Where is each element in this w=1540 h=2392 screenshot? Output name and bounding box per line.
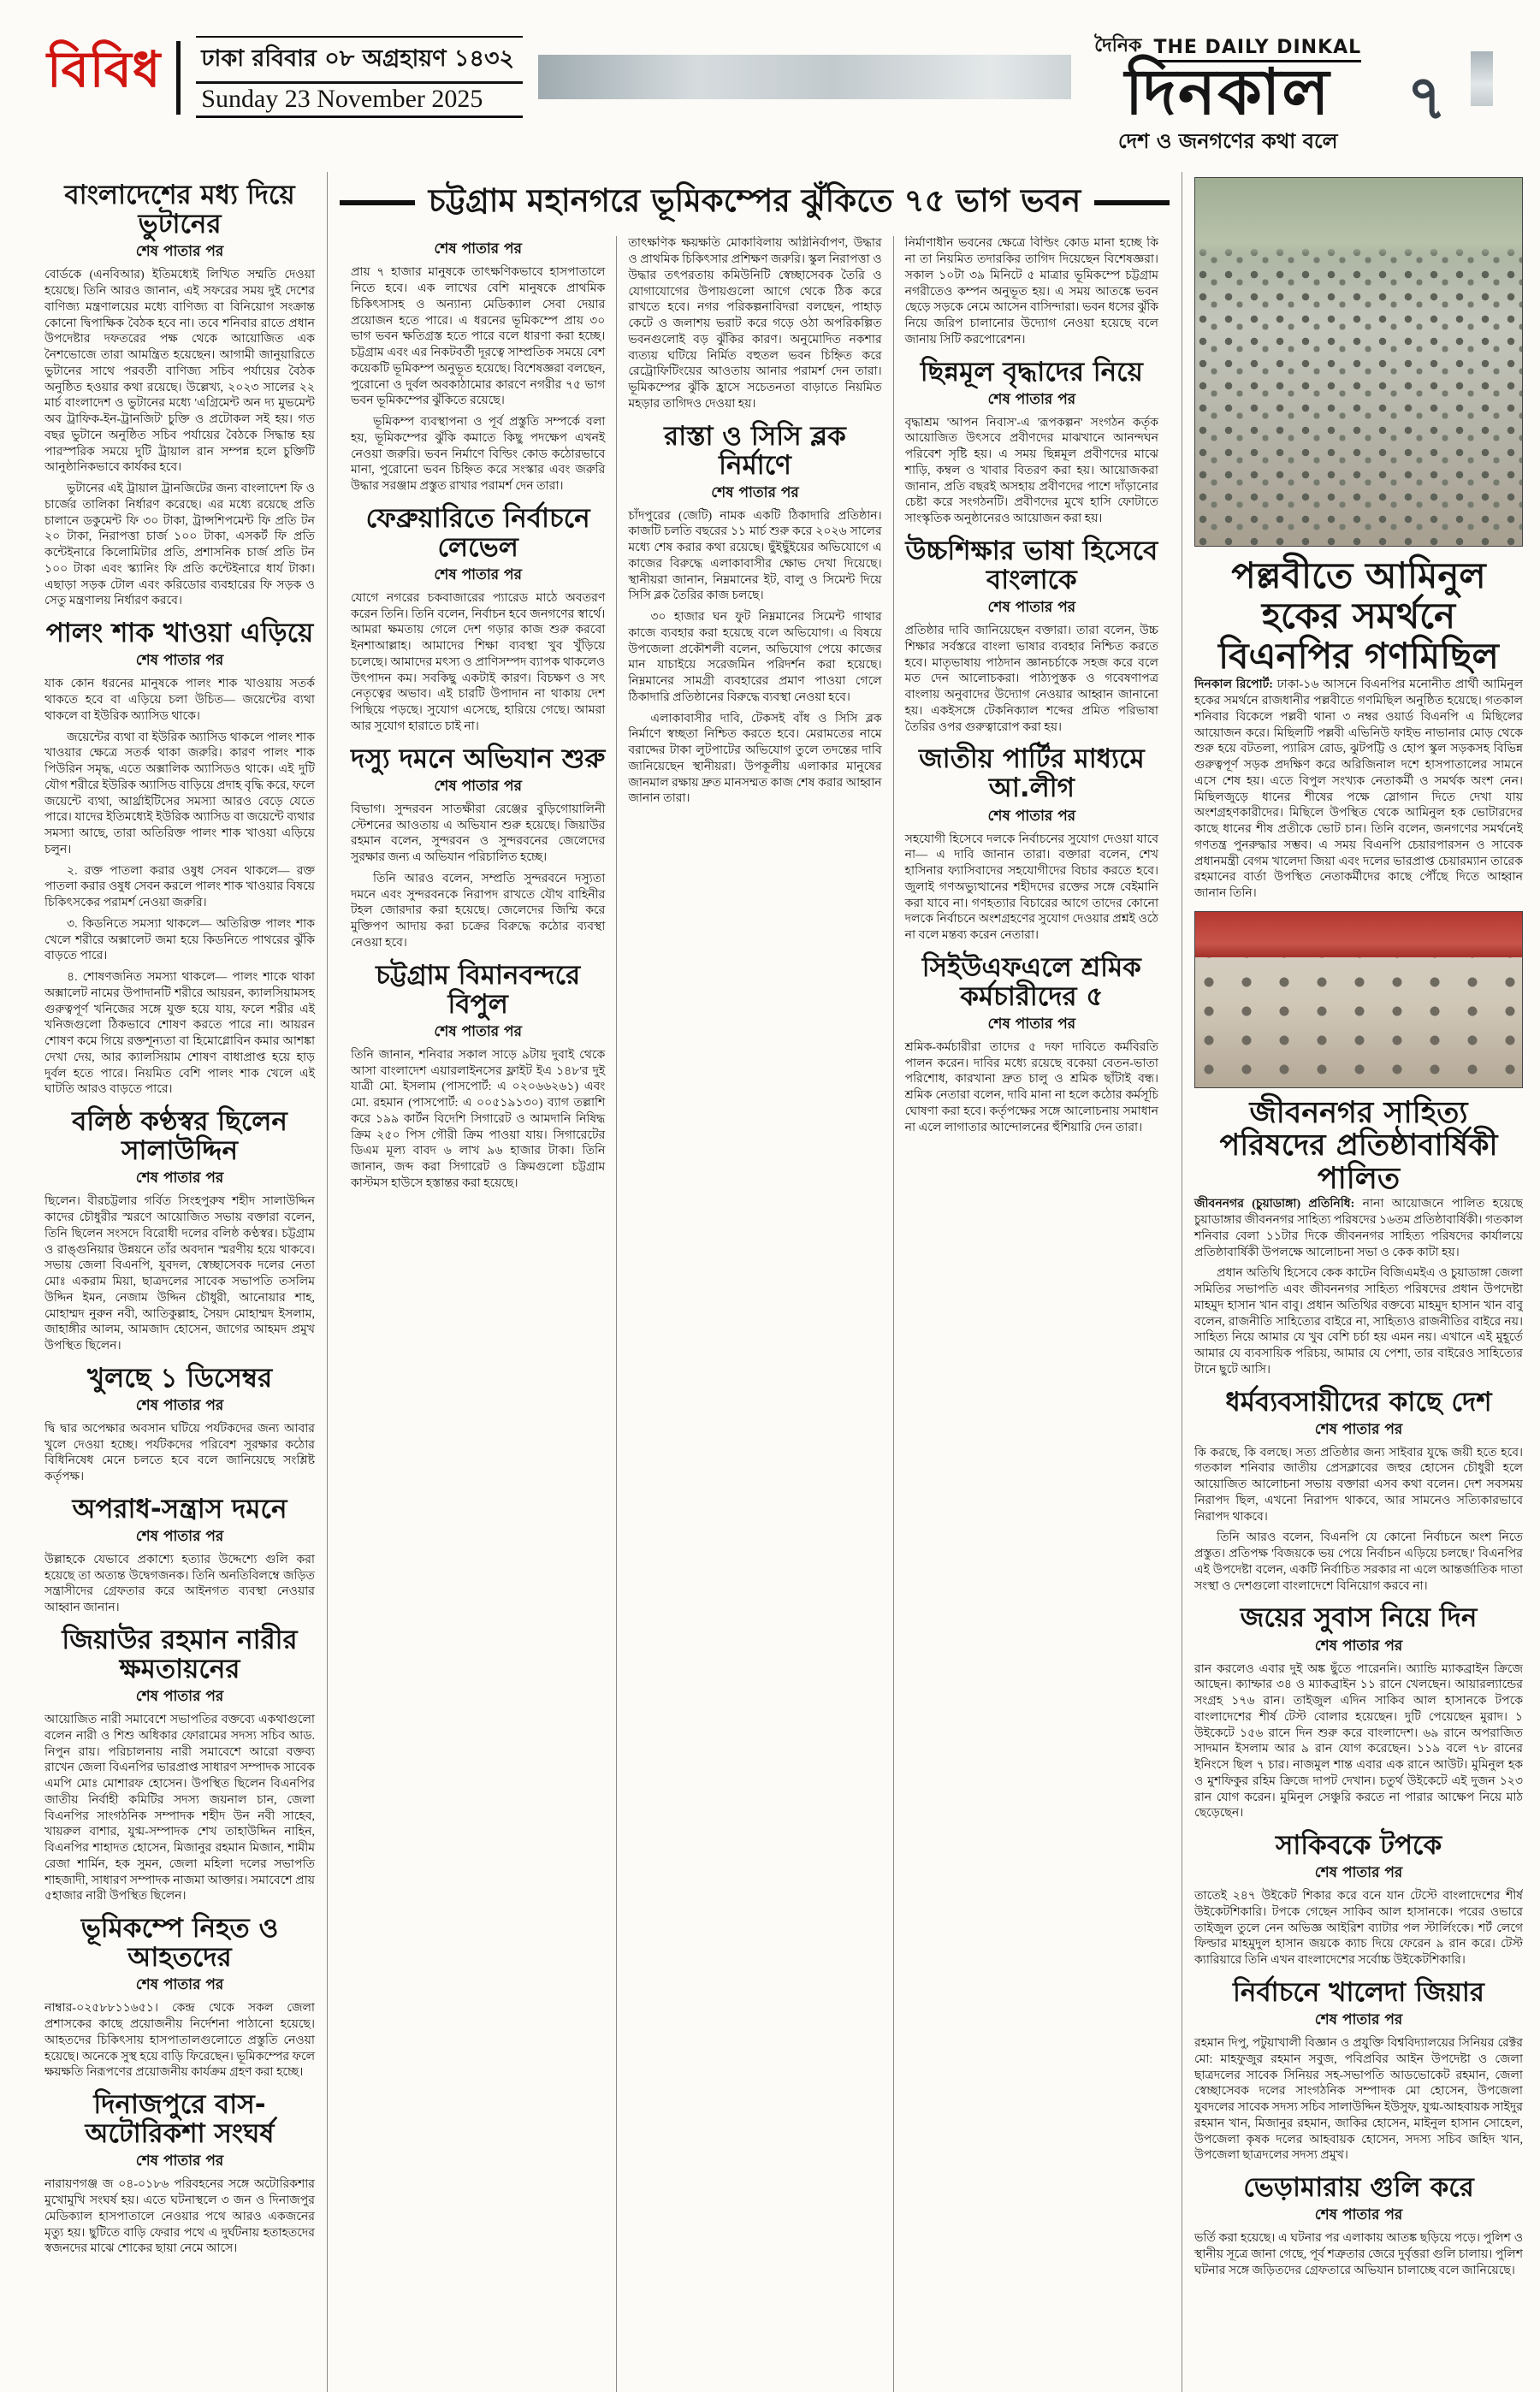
continued-from-label: শেষ পাতার পর xyxy=(434,565,522,583)
article-headline: জিয়াউর রহমান নারীর ক্ষমতায়নের xyxy=(62,1624,298,1685)
column-4 xyxy=(893,236,1170,2392)
dateline: দিনকাল রিপোর্ট: xyxy=(1194,678,1277,692)
article-headline: নির্বাচনে খালেদা জিয়ার xyxy=(1233,1976,1484,2008)
article xyxy=(44,1107,315,1355)
date-bengali: ঢাকা রবিবার ০৮ অগ্রহায়ণ ১৪৩২ xyxy=(196,36,523,81)
column-2 xyxy=(340,236,616,2392)
header-divider xyxy=(176,41,181,115)
continued-from-label: শেষ পাতার পর xyxy=(987,599,1076,617)
article-body: আয়োজিত নারী সমাবেশে সভাপতির বক্তব্যে একথাগুলো বলেন নারী ও শিশু অধিকার ফোরামের সদস্য সচিব আড. নিপুন রায়। পরিচালনায় নারী সমাবেশে আরো বক্তব্য রাখেন জেলা বিএনপির ভারপ্রাপ্ত সাধারণ সম্পাদক সাবেক এমপি মোঃ মোশারফ হোসেন। উপস্থিত ছিলেন বিএনপির জাতীয় নির্বাহী কমিটির সদস্য জয়নাল চান, জেলা বিএনপির সাংগঠনিক সম্পাদক শহীদ উন নবী সাহেব, খায়রুল বাশার, যুগ্ম-সম্পাদক শেখ তাহাউদ্দিন নাহিন, বিএনপির শাহাদত হোসেন, মিজানুর রহমান মিজান, শামীম রেজা শার্মিন, হক সুমন, জেলা মহিলা দলের সভাপতি শাহজাদী, সাধারণ সম্পাদক নাজমা আক্তার। সমাবেশে প্রায় ৫হাজার নারী উপস্থিত ছিলেন। xyxy=(44,1714,315,1904)
article xyxy=(905,536,1158,736)
article-headline: বাংলাদেশের মধ্য দিয়ে ভুটানের xyxy=(64,180,295,240)
article-body: উল্লাহকে যেভাবে প্রকাশ্যে হত্যার উদ্দেশ্যে গুলি করা হয়েছে তা অত্যন্ত উদ্বেগজনক। তিনি অনতিবিলম্বে জড়িত সন্ত্রাসীদের গ্রেফতার করে আইনগত ব্যবস্থা নেওয়ার আহ্বান জানান। xyxy=(44,1553,315,1615)
continued-from-label: শেষ পাতার পর xyxy=(1314,1420,1403,1438)
article xyxy=(905,744,1158,944)
article-headline: ভেড়ামারায় গুলি করে xyxy=(1243,2172,1474,2204)
article-body: সহযোগী হিসেবে দলকে নির্বাচনের সুযোগ দেওয়া যাবে না— এ দাবি জানান তারা। বক্তারা বলেন, শেখ হাসিনার ফ্যাসিবাদের সহযোগীদের বিচার করতে হবে। জুলাই গণঅভ্যুত্থানের শহীদদের রক্তের সঙ্গে বেইমানি করা যাবে না। গণহত্যার বিচারের আগে তাদের কোনো দলকে নির্বাচনে অংশগ্রহণের সুযোগ দেওয়ার প্রশ্নই ওঠে না বলে মন্তব্য করেন নেতারা। xyxy=(904,832,1158,943)
article xyxy=(1194,555,1523,903)
article xyxy=(1194,1978,1523,2164)
article-body: তাৎক্ষণিক ক্ষয়ক্ষতি মোকাবিলায় অগ্নিনির্বাপণ, উদ্ধার ও প্রাথমিক চিকিৎসার প্রশিক্ষণ জরুরি। স্কুল নিরাপত্তা ও উদ্ধার তৎপরতায় কমিউনিটি স্বেচ্ছাসেবক তৈরি ও যোগাযোগের উপায়গুলো আগে থেকে ঠিক করে রাখতে হবে। নগর পরিকল্পনাবিদরা বলছেন, পাহাড় কেটে ও জলাশয় ভরাট করে গড়ে ওঠা অপরিকল্পিত ভবনগুলোই বড় ঝুঁকির কারণ। অনুমোদিত নকশার ব্যত্যয় ঘটিয়ে নির্মিত বহুতল ভবন চিহ্নিত করে রেট্রোফিটিংয়ের আওতায় আনার পরামর্শ দেন তারা। ভূমিকম্পের ঝুঁকি হ্রাসে সচেতনতা বাড়াতে নিয়মিত মহড়ার তাগিদও দেওয়া হয়। xyxy=(628,237,882,411)
continued-from-label: শেষ পাতার পর xyxy=(135,2152,224,2170)
article-body: ছিলেন। বীরচট্টলার গর্বিত সিংহপুরুষ শহীদ সালাউদ্দিন কাদের চৌধুরীর স্মরণে আয়োজিত সভায় বক্তারা বলেন, তিনি ছিলেন সংসদে বিরোধী দলের বলিষ্ঠ কণ্ঠস্বর। চট্টগ্রাম ও রাঙ্গুনিয়ার উন্নয়নে তাঁর অবদান স্মরণীয় হয়ে থাকবে। সভায় জেলা বিএনপি, যুবদল, স্বেচ্ছাসেবক দলের নেতা মোঃ একরাম মিয়া, ছাত্রদলের সাবেক সভাপতি তসলিম উদ্দিন ইমন, নেজাম উদ্দিন চৌধুরী, আনোয়ার শাহ, মোহাম্মদ নুরুন নবী, আতিকুল্লাহ, সৈয়দ মোহাম্মদ ইসলাম, জাহাঙ্গীর আলম, আমজাদ হোসেন, জাগের আহমদ প্রমুখ উপস্থিত ছিলেন। xyxy=(44,1195,315,1353)
article-body: ভর্তি করা হয়েছে। এ ঘটনার পর এলাকায় আতঙ্ক ছড়িয়ে পড়ে। পুলিশ ও স্থানীয় সূত্রে জানা গেছে, পূর্ব শত্রুতার জেরে দুর্বৃত্তরা গুলি চালায়। পুলিশ ঘটনার সঙ্গে জড়িতদের গ্রেফতারে অভিযান চালাচ্ছে বলে জানিয়েছে। xyxy=(1194,2232,1523,2277)
article-body: তিনি জানান, শনিবার সকাল সাড়ে ৯টায় দুবাই থেকে আসা বাংলাদেশ এয়ারলাইনসের ফ্লাইট ইএ ১৪৮'র দুই যাত্রী মো. ইসলাম (পাসপোর্ট: এ ০২০৬৬২৬১) এবং মো. রহমান (পাসপোর্ট: এ ০০৫১৯১৩০) ব্যাগ তল্লাশি করে ১৯৯ কার্টন বিদেশি সিগারেট ও আমদানি নিষিদ্ধ ক্রিম ২৫০ পিস গৌরী ক্রিম পাওয়া যায়। সিগারেটের ডিএম মূল্য বাবদ ৬ লাখ ৯৬ হাজার টাকা। তিনি জানান, জব্দ করা সিগারেট ও ক্রিমগুলো চট্টগ্রাম কাস্টমস হাউসে হস্তান্তর করা হয়েছে। xyxy=(351,1048,606,1190)
banner-headline-row xyxy=(340,175,1170,229)
continued-from-label: শেষ পাতার পর xyxy=(1314,2206,1403,2224)
article-headline: জাতীয় পার্টির মাধ্যমে আ.লীগ xyxy=(918,743,1145,804)
article-body: জীবননগর (চুয়াডাঙ্গা) প্রতিনিধি: নানা আয়োজনে পালিত হয়েছে চুয়াডাঙ্গার জীবননগর সাহিত্য পরিষদের ১৬তম প্রতিষ্ঠাবার্ষিকী। গতকাল শনিবার বেলা ১১টার দিকে জীবননগর সাহিত্য পরিষদের কার্যালয়ে প্রতিষ্ঠাবার্ষিকী উপলক্ষে আলোচনা সভা ও কেক কাটা হয়। xyxy=(1194,1198,1523,1259)
article xyxy=(628,422,881,808)
article-body: ২. রক্ত পাতলা করার ওষুধ সেবন থাকলে— রক্ত পাতলা করার ওষুধ সেবন করলে পালং শাক খাওয়ার বিষয়ে চিকিৎসকের পরামর্শ নেওয়া জরুরি। xyxy=(44,864,315,910)
continued-from-label: শেষ পাতার পর xyxy=(434,240,522,258)
article-headline: ফেব্রুয়ারিতে নির্বাচনে লেভেল xyxy=(365,502,590,563)
article-headline: খুলছে ১ ডিসেম্বর xyxy=(86,1362,273,1394)
continued-from-label: শেষ পাতার পর xyxy=(987,1015,1076,1033)
article-body: জয়েন্টের ব্যথা বা ইউরিক অ্যাসিড থাকলে পালং শাক খাওয়ার ক্ষেত্রে সতর্ক থাকা জরুরি। কারণ পালং শাক পিউরিন সমৃদ্ধ, এতে অক্সালিক অ্যাসিডও থাকে। এই দুটি যৌগ শরীরে ইউরিক অ্যাসিড বাড়িয়ে প্রদাহ বৃদ্ধি করে, ফলে জয়েন্টে ব্যথা, আর্থ্রাইটিসের সমস্যা আরও বেড়ে যেতে পারে। যাদের ইতিমধ্যেই ইউরিক অ্যাসিড বা জয়েন্টে ব্যথার সমস্যা আছে, তারা অতিরিক্ত পালং শাক খাওয়া এড়িয়ে চলুন। xyxy=(44,731,315,856)
article-headline: জয়ের সুবাস নিয়ে দিন xyxy=(1240,1602,1478,1634)
article-body: বৃদ্ধাশ্রম 'আপন নিবাস'-এ 'রূপকল্পন' সংগঠন কর্তৃক আয়োজিত উৎসবে প্রবীণদের মাঝখানে আনন্দঘন পরিবেশ সৃষ্টি হয়। এ সময় ছিন্নমূল প্রবীণদের মাঝে শাড়ি, কম্বল ও খাবার বিতরণ করা হয়। আয়োজকরা জানান, প্রতি বছরই অসহায় প্রবীণদের পাশে দাঁড়ানোর চেষ্টা করে সংগঠনটি। প্রবীণদের মুখে হাসি ফোটাতে সাংস্কৃতিক অনুষ্ঠানেরও আয়োজন করা হয়। xyxy=(904,416,1158,526)
section-logo: বিবিধ xyxy=(47,40,162,98)
article xyxy=(1194,1388,1523,1596)
column-3 xyxy=(616,236,892,2392)
article-body: ৩. কিডনিতে সমস্যা থাকলে— অতিরিক্ত পালং শাক খেলে শরীরে অক্সালেট জমা হয়ে কিডনিতে পাথরের ঝুঁকি বাড়তে পারে। xyxy=(44,917,315,963)
article-headline: ছিন্নমূল বৃদ্ধাদের নিয়ে xyxy=(920,356,1143,388)
header-decorative-bar xyxy=(538,55,1071,99)
continued-from-label: শেষ পাতার পর xyxy=(711,483,799,501)
article-headline: বলিষ্ঠ কণ্ঠস্বর ছিলেন সালাউদ্দিন xyxy=(72,1106,287,1167)
article-headline: উচ্চশিক্ষার ভাষা হিসেবে বাংলাকে xyxy=(905,535,1158,595)
masthead xyxy=(1087,31,1369,160)
continued-from-label: শেষ পাতার পর xyxy=(1314,1637,1403,1655)
article-headline: দিনাজপুরে বাস-অটোরিকশা সংঘর্ষ xyxy=(85,2089,275,2150)
dateline: জীবননগর (চুয়াডাঙ্গা) প্রতিনিধি: xyxy=(1194,1198,1363,1211)
article xyxy=(44,2090,315,2258)
article-body: বোর্ডকে (এনবিআর) ইতিমধ্যেই লিখিত সম্মতি দেওয়া হয়েছে। তিনি আরও জানান, এই সফরের সময় দুই দেশের বাণিজ্য মন্ত্রণালয়ের মধ্যে বাণিজ্য বা বিনিয়োগ সংক্রান্ত কোনো দ্বিপাক্ষিক বৈঠক হবে না। তবে শনিবার রাতে প্রধান উপদেষ্টার দফতরের পক্ষ থেকে আয়োজিত এক নৈশভোজে তারা আমন্ত্রিত হয়েছেন। আগামী জানুয়ারিতে ভুটানের সাথে পরবর্তী বাণিজ্য সচিব পর্যায়ের বৈঠক অনুষ্ঠিত হওয়ার কথা রয়েছে। উল্লেখ্য, ২০২৩ সালের ২২ মার্চ বাংলাদেশ ও ভুটানের মধ্যে 'এগ্রিমেন্ট অন দ্য মুভমেন্ট অব ট্রাফিক-ইন-ট্রানজিট' চুক্তি ও প্রটোকল সই হয়। গত বছর ভুটানে অনুষ্ঠিত সচিব পর্যায়ের বৈঠকে সিদ্ধান্ত হয় পারস্পরিক সময়ে দুটি ট্রায়াল রান সম্পন্ন হলে চুক্তিটি আনুষ্ঠানিকভাবে কার্যকর হবে। xyxy=(44,269,315,475)
page-content xyxy=(0,160,1540,2392)
article-body: রহমান দিপু, পটুয়াখালী বিজ্ঞান ও প্রযুক্তি বিশ্ববিদ্যালয়ের সিনিয়র রেক্টর মো: মাহফুজুর রহমান সবুজ, পবিপ্রবির আইন উপদেষ্টা ও জেলা ছাত্রদলের সাবেক সিনিয়র সহ-সভাপতি আডভোকেট রহমান, জেলা স্বেচ্ছাসেবক দলের সাংগঠনিক সম্পাদক মো হোসেন, উপজেলা যুবদলের সাবেক সদস্য সচিব সালাউদ্দিন ইউসুফ, যুগ্ম-আহবায়ক সাইদুর রহমান খান, মিজানুর রহমান, জাকির হোসেন, মাইনুল হাসান সোহেল, উপজেলা কৃষক দলের আহবায়ক হোসেন, সদস্য সচিব জহিদ খান, উপজেলা ছাত্রদলের সদস্য প্রমুখ। xyxy=(1194,2037,1523,2163)
article-body: কি করছে, কি বলছে। সত্য প্রতিষ্ঠার জন্য সাইবার যুদ্ধে জয়ী হতে হবে। গতকাল শনিবার জাতীয় প্রেসক্লাবের জহুর হোসেন চৌধুরী হলে আয়োজিত আলোচনা সভায় বক্তারা এসব কথা বলেন। দেশ সবসময় নিরাপদ ছিল, এখনো নিরাপদ থাকবে, আর সামনেও সত্যিকারভাবে নিরাপদ থাকবে। xyxy=(1194,1446,1523,1524)
article xyxy=(1194,1097,1523,1379)
continued-from-label: শেষ পাতার পর xyxy=(135,652,224,670)
column-1 xyxy=(44,172,327,2392)
article-body: যোগে নগরের চকবাজারের প্যারেড মাঠে অবতরণ করেন তিনি। তিনি বলেন, নির্বাচন হবে জনগণের স্বার্থে। আমরা ক্ষমতায় গেলে দেশ গড়ার কাজ শুরু করবো ইনশাআল্লাহ। আমাদের শিক্ষা ব্যবস্থা খুব খুঁড়িয়ে চলেছে। আমাদের মৎস্য ও প্রাণিসম্পদ ব্যাপক থাকলেও উৎপাদন কম। সবকিছু একটাই কারণ। বিচক্ষণ ও সৎ নেতৃত্বের অভাব। এই চারটি উপাদান না থাকায় দেশ পিছিয়ে পড়ছে। সুযোগ এসেছে, হারিয়ে গেছে। আমরা আর সুযোগ হারাতে চাই না। xyxy=(351,591,606,733)
article-body: প্রধান অতিথি হিসেবে কেক কাটেন বিজিএমইএ ও চুয়াডাঙ্গা জেলা সমিতির সভাপতি এবং জীবননগর সাহিত্য পরিষদের প্রধান উপদেষ্টা মাহমুদ হাসান খান বাবু। প্রধান অতিথির বক্তব্যে মাহমুদ হাসান খান বাবু বলেন, রাজনীতি সাহিত্যের বাইরে না, সাহিত্যও রাজনীতির বাইরে নয়। সাহিত্য নিয়ে আমার যে খুব বেশি চর্চা হয় এমন নয়। এখানে এই মুহূর্তে আমার যে ব্যবসায়িক পরিচয়, আমার যে পেশা, তার বাইরেও সাহিত্যের টানে ছুটে আসি। xyxy=(1194,1267,1523,1377)
article-headline: ধর্মব্যবসায়ীদের কাছে দেশ xyxy=(1225,1386,1492,1418)
article-body: নাম্বার-০২৫৮৮১১৬৫১। কেন্দ্র থেকে সকল জেলা প্রশাসকের কাছে প্রয়োজনীয় নির্দেশনা পাঠানো হয়েছে। আহতদের চিকিৎসায় হাসপাতালগুলোতে প্রস্তুতি নেওয়া হয়েছে। অনেকে সুস্থ হয়ে বাড়ি ফিরেছেন। ভূমিকম্পের ফলে ক্ষয়ক্ষতি নিরূপণের প্রয়োজনীয় কার্যক্রম গ্রহণ করা হচ্ছে। xyxy=(44,2002,315,2080)
article-body: দিনকাল রিপোর্ট: ঢাকা-১৬ আসনে বিএনপির মনোনীত প্রার্থী আমিনুল হকের সমর্থনে রাজধানীর পল্লবীতে গণমিছিল অনুষ্ঠিত হয়েছে। গতকাল শনিবার বিকেলে পল্লবী থানা ৩ নম্বর ওয়ার্ড বিএনপি এ মিছিলের আয়োজন করে। মিছিলটি পল্লবী এভিনিউ ফাইভ নাভানার মোড় থেকে শুরু হয়ে বটতলা, প্যারিস রোড, ঝুটপট্টি ও হোপ স্কুল সড়কসহ বিভিন্ন গুরুত্বপূর্ণ সড়ক প্রদক্ষিণ করে অরিজিনাল দশে হাসপাতালের সামনে এসে শেষ হয়। এতে বিপুল সংখ্যক নেতাকর্মী ও সমর্থক অংশ নেন। মিছিলজুড়ে ধানের শীষের পক্ষে স্লোগান দিতে দেখা যায় অংশগ্রহণকারীদের। মিছিলে উপস্থিত থেকে আমিনুল হক ভোটারদের কাছে ধানের শীষ প্রতীকে ভোট চান। তিনি বলেন, জনগণের সমর্থনেই গণতন্ত্র পুনরুদ্ধার সম্ভব। এ সময় বিএনপি চেয়ারপারসন ও সাবেক প্রধানমন্ত্রী বেগম খালেদা জিয়া এবং দলের ভারপ্রাপ্ত চেয়ারম্যান তারেক রহমানের বার্তা উপস্থিত নেতাকর্মীদের কাছে পৌঁছে দিতে আহ্বান জানান তিনি। xyxy=(1194,678,1523,901)
anniversary-event-photo xyxy=(1194,911,1523,1088)
article-body: নির্মাণাধীন ভবনের ক্ষেত্রে বিল্ডিং কোড মানা হচ্ছে কি না তা নিয়মিত তদারকির তাগিদ দিয়েছেন বিশেষজ্ঞরা। সকাল ১০টা ৩৯ মিনিটে ৫ মাত্রার ভূমিকম্পে চট্টগ্রাম নগরীতেও কম্পন অনুভূত হয়। এ সময় আতঙ্কে ভবন ছেড়ে সড়কে নেমে আসেন বাসিন্দারা। ভবন ধসের ঝুঁকি নিয়ে জরিপ চালানোর উদ্যোগ নেওয়া হয়েছে বলে জানায় সিটি করপোরেশন। xyxy=(904,237,1158,346)
article-headline: সিইউএফএলে শ্রমিক কর্মচারীদের ৫ xyxy=(921,951,1141,1012)
article xyxy=(1194,2173,1523,2279)
article xyxy=(351,961,605,1193)
article-headline: অপরাধ-সন্ত্রাস দমনে xyxy=(72,1493,287,1525)
article xyxy=(351,238,605,495)
article-headline: দস্যু দমনে অভিযান শুরু xyxy=(351,743,606,774)
article xyxy=(44,1495,315,1617)
article xyxy=(44,619,315,1098)
continued-from-label: শেষ পাতার পর xyxy=(1314,2011,1403,2029)
article-body: ৩০ হাজার ঘন ফুট নিম্নমানের সিমেন্ট গাথার কাজে ব্যবহার করা হয়েছে বলে অভিযোগ। এ বিষয়ে উপজেলা প্রকৌশলী বলেন, অভিযোগ পেয়ে কাজের মান যাচাইয়ে সরেজমিন পরিদর্শন করা হয়েছে। নিম্নমানের সামগ্রী ব্যবহারের প্রমাণ পাওয়া গেলে ঠিকাদারি প্রতিষ্ঠানের বিরুদ্ধে ব্যবস্থা নেওয়া হবে। xyxy=(628,611,882,704)
continued-from-label: শেষ পাতার পর xyxy=(135,1688,224,1706)
article xyxy=(351,504,605,736)
article-body: তিনি আরও বলেন, বিএনপি যে কোনো নির্বাচনে অংশ নিতে প্রস্তুত। প্রতিপক্ষ 'বিজয়কে ভয় পেয়ে নির্বাচন এড়িয়ে চলছে।' বিএনপির এই উপদেষ্টা বলেন, একটি নির্বাচিত সরকার না এলে আন্তর্জাতিক দাতা সংস্থা ও দেশগুলো বাংলাদেশে বিনিয়োগ করবে না। xyxy=(1194,1531,1523,1593)
article-headline: সাকিবকে টপকে xyxy=(1275,1830,1442,1862)
continued-from-label: শেষ পাতার পর xyxy=(987,390,1076,408)
article xyxy=(44,1625,315,1905)
continued-from-label: শেষ পাতার পর xyxy=(434,777,522,795)
continued-from-label: শেষ পাতার পর xyxy=(135,1976,224,1994)
continued-from-label: শেষ পাতার পর xyxy=(135,1527,224,1545)
masthead-slogan: দেশ ও জনগণের কথা বলে xyxy=(1117,129,1338,154)
article xyxy=(44,1914,315,2081)
date-block xyxy=(196,36,523,118)
article-headline: পালং শাক খাওয়া এড়িয়ে xyxy=(45,618,314,649)
article-body: চাঁদপুরের (জেটি) নামক একটি ঠিকাদারি প্রতিষ্ঠান। কাজটি চলতি বছরের ১১ মার্চ শুরু করে ২০২৬ সালের মধ্যে শেষ করার কথা রয়েছে। ছুঁইছুঁইয়ের অভিযোগে এ কাজের বিরুদ্ধে এলাকাবাসীর ক্ষোভ দেখা দিয়েছে। স্থানীয়রা জানান, নিম্নমানের ইট, বালু ও সিমেন্ট দিয়ে সিসি ব্লক তৈরির কাজ চলছে। xyxy=(628,509,882,603)
article xyxy=(1194,1831,1523,1969)
article xyxy=(351,744,605,952)
banner-headline: চট্টগ্রাম মহানগরে ভূমিকম্পের ঝুঁকিতে ৭৫ ভাগ ভবন xyxy=(428,182,1081,220)
article-body: তিনি আরও বলেন, সম্প্রতি সুন্দরবনে দস্যুতা দমনে এবং সুন্দরবনকে নিরাপদ রাখতে যৌথ বাহিনীর টহল জোরদার করা হয়েছে। জেলেদের জিম্মি করে মুক্তিপণ আদায় করা চক্রের বিরুদ্ধে কঠোর ব্যবস্থা নেওয়া হবে। xyxy=(351,872,606,950)
article xyxy=(905,236,1158,348)
article-body: তাতেই ২৪৭ উইকেট শিকার করে বনে যান টেস্টে বাংলাদেশের শীর্ষ উইকেটশিকারি। টপকে গেছেন সাকিব আল হাসানকে। পরের ওভারে তাইজুল তুলে নেন অভিজ্ঞ আইরিশ ব্যাটার পল স্টার্লিংকে। শর্ট লেগে ফিল্ডার মাহমুদুল হাসান জয়কে ক্যাচ দিয়ে ফেরেন ৯ রান করে। টেস্ট ক্যারিয়ারে তিনি এখন বাংলাদেশের সর্বোচ্চ উইকেটশিকারি। xyxy=(1194,1890,1523,1968)
article-body: প্রায় ৭ হাজার মানুষকে তাৎক্ষণিকভাবে হাসপাতালে নিতে হবে। এক লাখের বেশি মানুষকে প্রাথমিক চিকিৎসাসহ ও অন্যান্য মেডিক্যাল সেবা দেয়ার প্রয়োজন হতে পারে। এ ধরনের ভূমিকম্পে প্রায় ৩০ ভাগ ভবন ক্ষতিগ্রস্ত হতে পারে বলে ধারণা করা হচ্ছে। চট্টগ্রাম এবং এর নিকটবর্তী দূরত্বে সাম্প্রতিক সময়ে বেশ কয়েকটি ভূমিকম্প অনুভূত হয়েছে। বিশেষজ্ঞরা বলছেন, পুরোনো ও দুর্বল অবকাঠামোর কারণে নগরীর ৭৫ ভাগ ভবন ভূমিকম্পের ঝুঁকিতে রয়েছে। xyxy=(351,266,606,408)
article-headline: জীবননগর সাহিত্য পরিষদের প্রতিষ্ঠাবার্ষিকী পালিত xyxy=(1219,1095,1498,1196)
rally-crowd-photo xyxy=(1194,177,1523,547)
continued-from-label: শেষ পাতার পর xyxy=(135,243,224,261)
article-body: দ্বি দ্বার অপেক্ষার অবসান ঘটিয়ে পর্যটকদের জন্য আবার খুলে দেওয়া হচ্ছে। পর্যটকদের পরিবেশ সুরক্ষার কঠোর বিধিনিষেধ মেনে চলতে হবে বলে জানিয়েছে সংশ্লিষ্ট কর্তৃপক্ষ। xyxy=(44,1422,315,1484)
article xyxy=(44,181,315,610)
page-number: ৭ xyxy=(1407,62,1447,133)
continued-from-label: শেষ পাতার পর xyxy=(135,1169,224,1187)
continued-from-label: শেষ পাতার পর xyxy=(1314,1864,1403,1882)
article-headline: ভূমিকম্পে নিহত ও আহতদের xyxy=(80,1913,279,1974)
article xyxy=(905,358,1158,528)
page-number-bar xyxy=(1471,51,1493,106)
page-header xyxy=(0,0,1540,160)
article-body: ভুটানের এই ট্রায়াল ট্রানজিটের জন্য বাংলাদেশ ফি ও চার্জের তালিকা নির্ধারণ করেছে। এর মধ্যে রয়েছে প্রতি চালানে ডকুমেন্ট ফি ৩০ টাকা, ট্রান্সশিপমেন্ট ফি প্রতি টন ২০ টাকা, নিরাপত্তা চার্জ ১০০ টাকা, এসকর্ট ফি প্রতি কন্টেইনারে কিলোমিটার প্রতি, প্রশাসনিক চার্জ প্রতি টন ১০০ টাকা এবং স্ক্যানিং ফি প্রতি কন্টেইনারে ধার্য টাকা। এছাড়া সড়ক টোল এবং করিডোর ব্যবহারের ফি সড়ক ও সেতু মন্ত্রণালয় নির্ধারণ করবে। xyxy=(44,483,315,608)
article-body: এলাকাবাসীর দাবি, টেকসই বাঁধ ও সিসি ব্লক নির্মাণে স্বচ্ছতা নিশ্চিত করতে হবে। মেরামতের নামে বরাদ্দের টাকা লুটপাটের অভিযোগ তুলে তদন্তের দাবি জানিয়েছেন স্থানীয়রা। উপকূলীয় এলাকার মানুষের জানমাল রক্ষায় দ্রুত মানসম্মত কাজ শেষ করার আহ্বান জানান তারা। xyxy=(628,712,882,806)
article-body: ৪. শোষণজনিত সমস্যা থাকলে— পালং শাকে থাকা অক্সালেট নামের উপাদানটি শরীরে আয়রন, ক্যালসিয়ামসহ গুরুত্বপূর্ণ খনিজের সঙ্গে যুক্ত হয়ে যায়, ফলে শরীর এই খনিজগুলো ঠিকভাবে শোষণ করতে পারে না। আয়রন শোষণ কমে গিয়ে রক্তশূন্যতা বা হিমোগ্লোবিন কমার আশঙ্কা দেখা দেয়, আর ক্যালসিয়াম শোষণ বাধাপ্রাপ্ত হয়ে হাড় দুর্বল হতে পারে। নিয়মিত বেশি পালং শাক খেলে এই ঘাটতি আরও বাড়তে পারে। xyxy=(44,971,315,1097)
article xyxy=(628,236,881,412)
continued-from-label: শেষ পাতার পর xyxy=(987,807,1076,825)
banner-rule-right xyxy=(1094,200,1170,205)
continued-from-label: শেষ পাতার পর xyxy=(434,1022,522,1040)
center-section xyxy=(327,172,1182,2392)
article-body: প্রতিষ্ঠার দাবি জানিয়েছেন বক্তারা। তারা বলেন, উচ্চ শিক্ষার সর্বস্তরে বাংলা ভাষার ব্যবহার নিশ্চিত করতে হবে। মাতৃভাষায় পাঠদান জ্ঞানচর্চাকে সহজ করে বলে মত দেন আলোচকরা। পাঠ্যপুস্তক ও গবেষণাপত্র বাংলায় অনুবাদের উদ্যোগ নেওয়ার আহ্বান জানানো হয়। একইসঙ্গে টেকনিক্যাল শব্দের প্রমিত পরিভাষা তৈরির ওপর গুরুত্বারোপ করা হয়। xyxy=(904,625,1158,734)
continued-from-label: শেষ পাতার পর xyxy=(135,1396,224,1414)
banner-rule-left xyxy=(340,200,415,205)
article xyxy=(1194,1603,1523,1822)
article-body: নারায়ণগঞ্জ জ ০৪-০১৮৬ পরিবহনের সঙ্গে অটোরিকশার মুখোমুখি সংঘর্ষ হয়। এতে ঘটনাস্থলে ৩ জন ও দিনাজপুর মেডিক্যাল হাসপাতালে নেওয়ার পথে আরও একজনের মৃত্যু হয়। ছুটিতে বাড়ি ফেরার পথে এ দুর্ঘটনায় হতাহতদের স্বজনদের মাঝে শোকের ছায়া নেমে আসে। xyxy=(44,2178,315,2256)
masthead-title: দিনকাল xyxy=(1124,56,1331,129)
article-headline: রাস্তা ও সিসি ব্লক নির্মাণে xyxy=(664,420,846,481)
article-headline: পল্লবীতে আমিনুল হকের সমর্থনে বিএনপির গণমিছিল xyxy=(1218,554,1499,678)
article xyxy=(44,1364,315,1486)
article xyxy=(905,953,1158,1137)
masthead-english-title: THE DAILY DINKAL xyxy=(1153,37,1361,62)
article-headline: চট্টগ্রাম বিমানবন্দরে বিপুল xyxy=(376,959,581,1020)
article-body: যাক কোন ধরনের মানুষকে পালং শাক খাওয়ায় সতর্ক থাকতে হবে বা এড়িয়ে চলা উচিত— জয়েন্টের ব্যথা থাকলে বা ইউরিক অ্যাসিড থাকে। xyxy=(44,678,315,723)
masthead-daily-label: দৈনিক xyxy=(1094,35,1142,56)
article-body: রান করলেও এবার দুই অঙ্ক ছুঁতে পারেননি। অ্যান্ডি ম্যাকব্রাইন ক্রিজে আছেন। ক্যাম্ফার ৩৪ ও ম্যাকব্রাইন ১১ রানে খেলছেন। আয়ারল্যান্ডের সংগ্রহ ১৭৬ রান। তাইজুল এদিন সাকিব আল হাসানকে টপকে বাংলাদেশের শীর্ষ টেস্ট বোলার হয়েছেন। দুটি পেয়েছেন মুরাদ। ১ উইকেটে ১৫৬ রানে দিন শুরু করে বাংলাদেশ। ৬৯ রানে অপরাজিত সাদমান ইসলাম আর ৯ রান যোগ করেছেন। ১১৯ বলে ৭৮ রানের ইনিংসে ছিল ৭ চার। নাজমুল শান্ত এবার এক রানে আউট। মুমিনুল হক ও মুশফিকুর রহিম ক্রিজে দাপট দেখান। চতুর্থ উইকেটে এই দুজন ১২৩ রান যোগ করেন। মুমিনুল সেঞ্চুরি করতে না পারার আক্ষেপ নিয়ে মাঠ ছেড়েছেন। xyxy=(1194,1662,1523,1821)
column-5 xyxy=(1182,172,1523,2392)
article-body: শ্রমিক-কর্মচারীরা তাদের ৫ দফা দাবিতে কর্মবিরতি পালন করেন। দাবির মধ্যে রয়েছে বকেয়া বেতন-ভাতা পরিশোধ, কারখানা দ্রুত চালু ও শ্রমিক ছাঁটাই বন্ধ। শ্রমিক নেতারা বলেন, দাবি মানা না হলে কঠোর কর্মসূচি ঘোষণা করা হবে। কর্তৃপক্ষের সঙ্গে আলোচনায় সমাধান না এলে লাগাতার আন্দোলনের হুঁশিয়ারি দেন তারা। xyxy=(904,1040,1158,1134)
article-body: ভূমিকম্প ব্যবস্থাপনা ও পূর্ব প্রস্তুতি সম্পর্কে বলা হয়, ভূমিকম্পের ঝুঁকি কমাতে কিছু পদক্ষেপ এখনই নেওয়া জরুরি। ভবন নির্মাণে বিল্ডিং কোড কঠোরভাবে মানা, পুরোনো ভবন চিহ্নিত করে সংস্কার এবং জরুরি উদ্ধার সরঞ্জাম প্রস্তুত রাখার পরামর্শ দেন তারা। xyxy=(351,416,606,494)
article-body: বিভাগ। সুন্দরবন সাতক্ষীরা রেঞ্জের বুড়িগোয়ালিনী স্টেশনের আওতায় এ অভিযান শুরু হয়েছে। জিয়াউর রহমান বলেন, সুন্দরবন ও সুন্দরবনের জেলেদের সুরক্ষার জন্য এ অভিযান পরিচালিত হচ্ছে। xyxy=(351,802,606,865)
date-english: Sunday 23 November 2025 xyxy=(196,81,523,118)
